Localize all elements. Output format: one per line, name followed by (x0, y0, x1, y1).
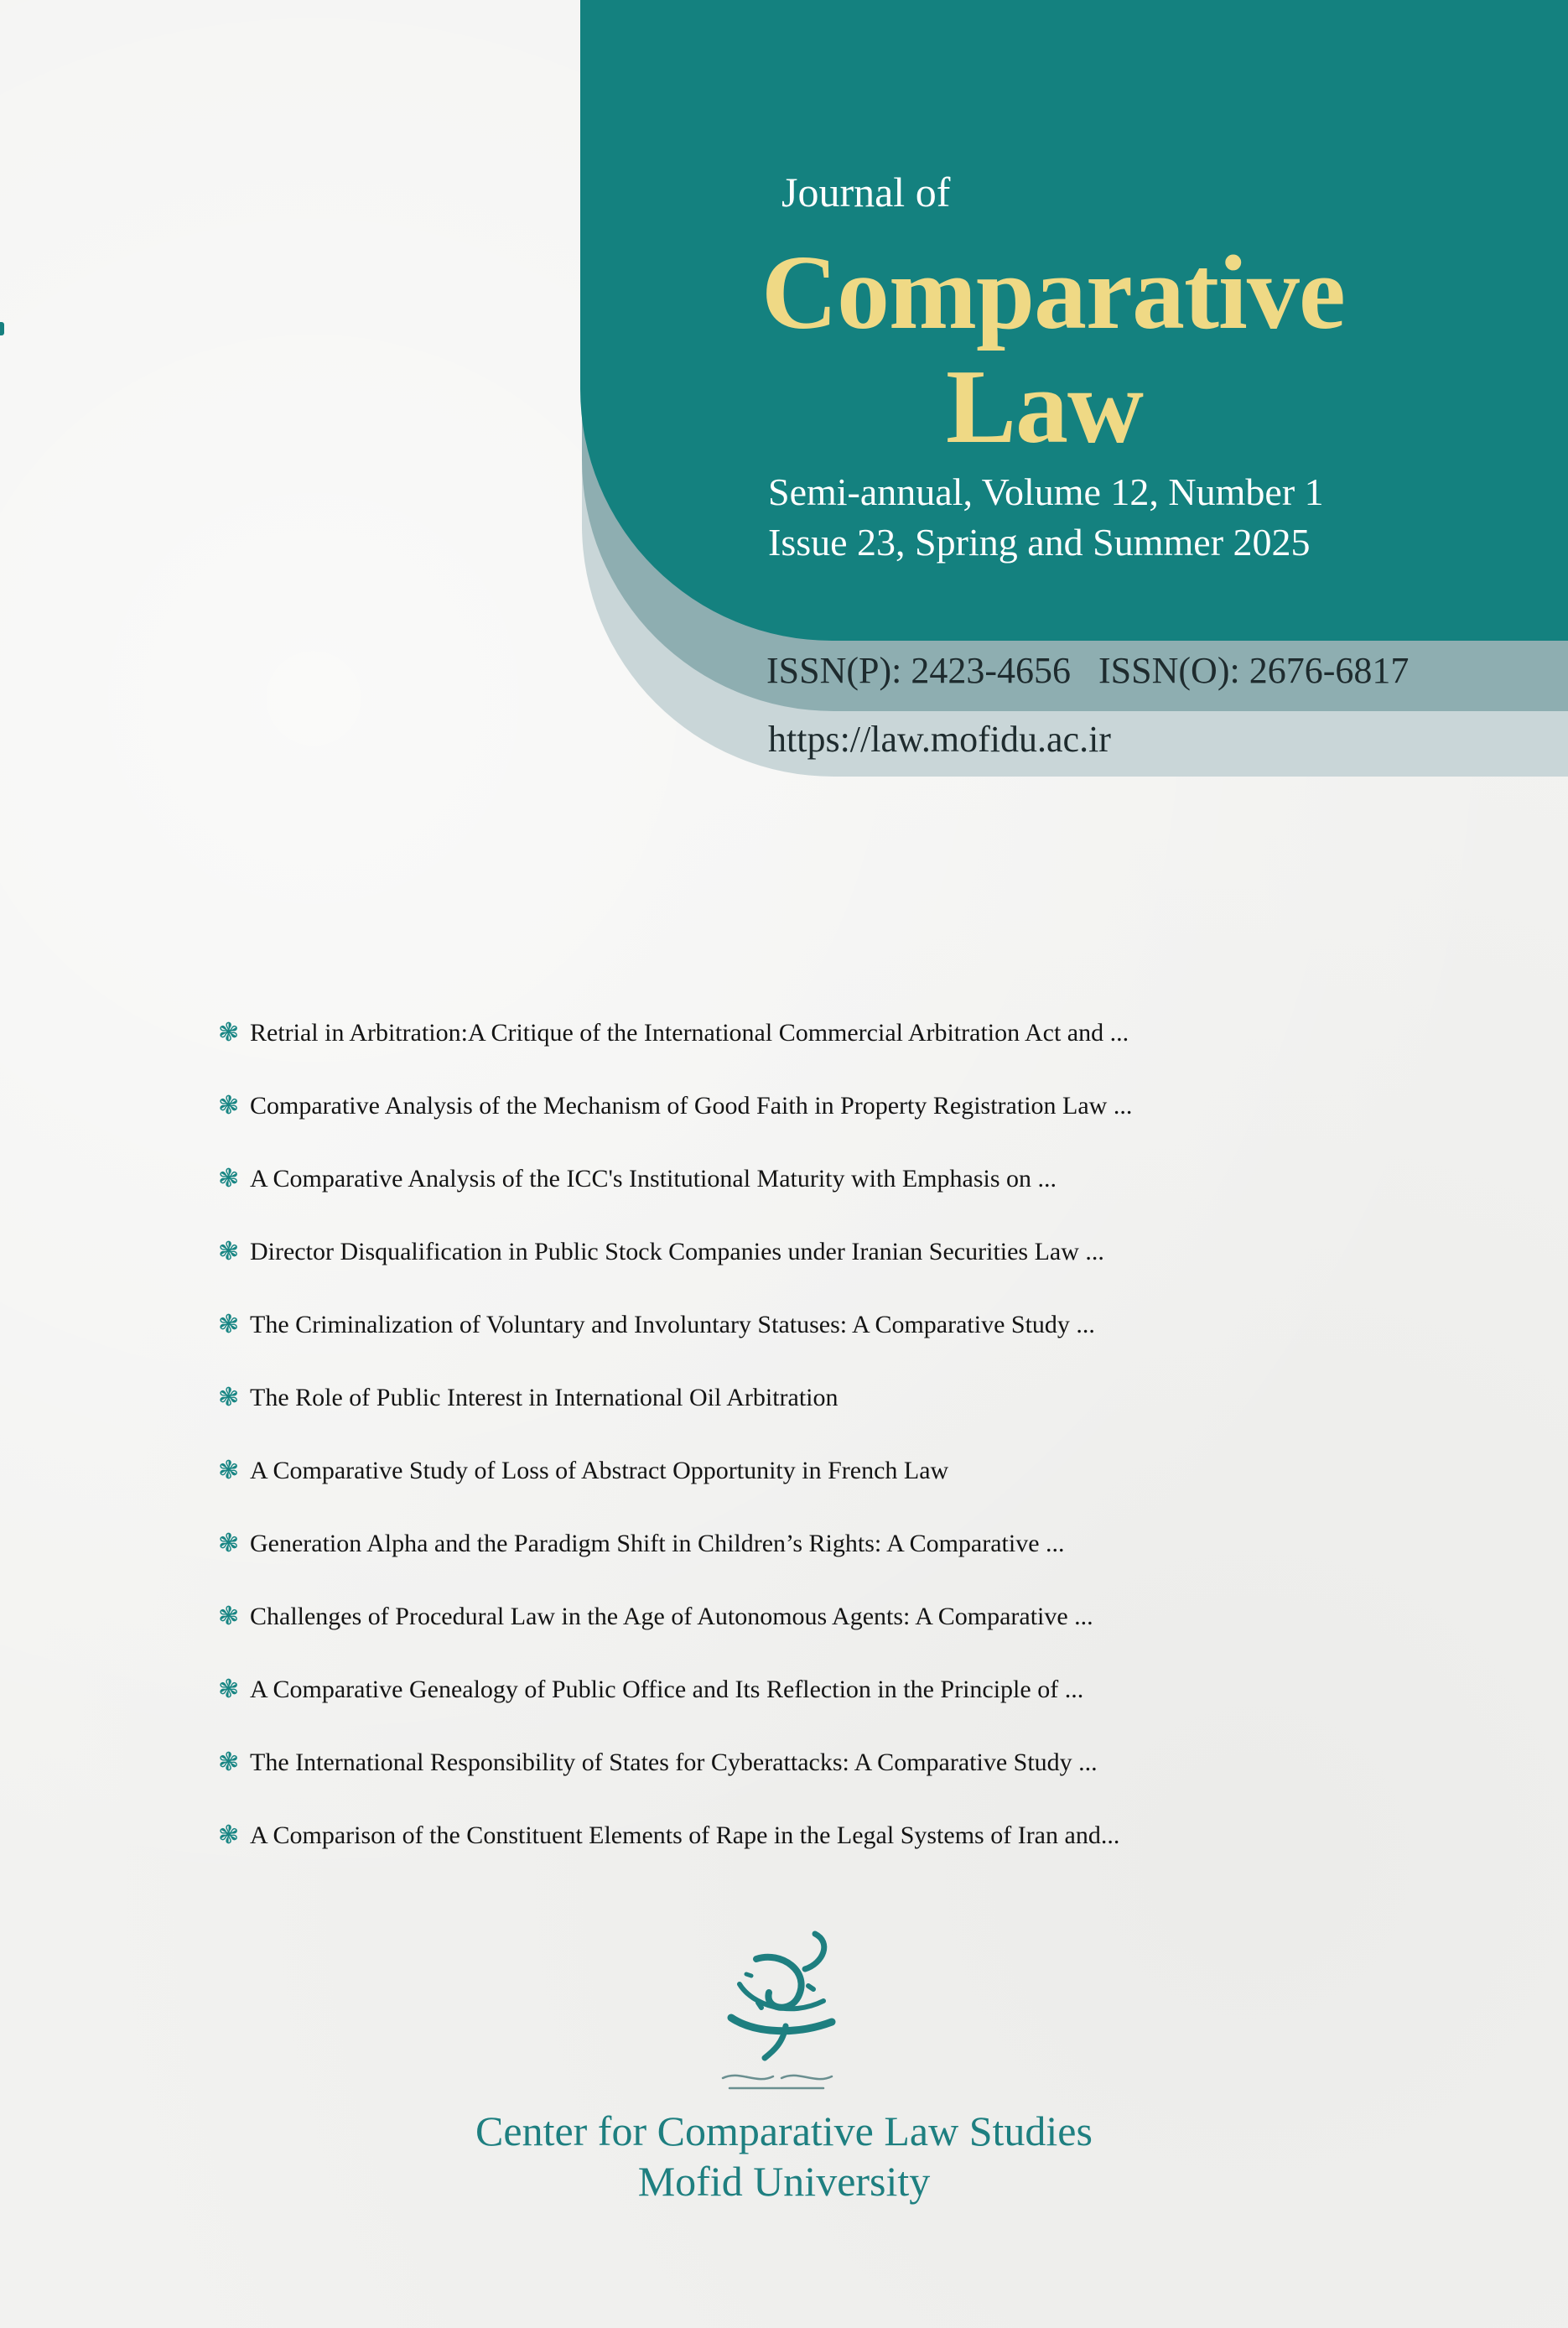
flower-bullet-icon: ❃ (218, 1163, 240, 1193)
article-title: Director Disqualification in Public Stock Companies under Iranian Securities Law ... (250, 1237, 1104, 1265)
flower-bullet-icon: ❃ (218, 1455, 240, 1485)
flower-bullet-icon: ❃ (218, 1236, 240, 1266)
article-item[interactable] (218, 1653, 1266, 1726)
flower-bullet-icon: ❃ (218, 1017, 240, 1047)
article-title: A Comparison of the Constituent Elements of Rape in the Legal Systems of Iran and... (250, 1821, 1120, 1849)
article-title: The International Responsibility of States for Cyberattacks: A Comparative Study ... (250, 1748, 1098, 1776)
article-item[interactable] (218, 1288, 1266, 1361)
article-title: The Criminalization of Voluntary and Involuntary Statuses: A Comparative Study ... (250, 1310, 1095, 1338)
article-item[interactable] (218, 1580, 1266, 1653)
article-title: A Comparative Analysis of the ICC's Institutional Maturity with Emphasis on ... (250, 1164, 1057, 1193)
article-title: A Comparative Study of Loss of Abstract Opportunity in French Law (250, 1456, 949, 1484)
mofid-university-logo-icon (706, 1925, 849, 2102)
flower-bullet-icon: ❃ (218, 1601, 240, 1631)
journal-url[interactable]: https://law.mofidu.ac.ir (768, 719, 1111, 760)
flower-bullet-icon: ❃ (218, 1747, 240, 1777)
volume-info: Semi-annual, Volume 12, Number 1 (768, 470, 1324, 513)
article-title: Comparative Analysis of the Mechanism of Good Faith in Property Registration Law ... (250, 1091, 1133, 1120)
article-item[interactable] (218, 1142, 1266, 1215)
journal-of-label: Journal of (781, 169, 951, 216)
flower-bullet-icon: ❃ (218, 1090, 240, 1120)
article-list (218, 996, 1266, 1872)
flower-bullet-icon: ❃ (218, 1528, 240, 1558)
edge-mark (0, 322, 4, 335)
article-item[interactable] (218, 1726, 1266, 1799)
issue-info: Issue 23, Spring and Summer 2025 (768, 521, 1311, 564)
article-title: A Comparative Genealogy of Public Office and Its Reflection in the Principle of ... (250, 1675, 1084, 1703)
flower-bullet-icon: ❃ (218, 1674, 240, 1704)
article-item[interactable] (218, 1799, 1266, 1872)
article-item[interactable] (218, 1434, 1266, 1507)
journal-title-line1: Comparative (761, 235, 1345, 351)
flower-bullet-icon: ❃ (218, 1309, 240, 1339)
article-title: Retrial in Arbitration:A Critique of the International Commercial Arbitration Act and ... (250, 1018, 1129, 1047)
article-item[interactable] (218, 1215, 1266, 1288)
center-name: Center for Comparative Law Studies (475, 2107, 1093, 2154)
article-item[interactable] (218, 1361, 1266, 1434)
university-name: Mofid University (637, 2158, 931, 2205)
article-title: Generation Alpha and the Paradigm Shift in Children’s Rights: A Comparative ... (250, 1529, 1065, 1557)
issn-numbers: ISSN(P): 2423-4656 ISSN(O): 2676-6817 (766, 650, 1410, 691)
article-title: The Role of Public Interest in International Oil Arbitration (250, 1383, 839, 1411)
article-item[interactable] (218, 996, 1266, 1069)
article-item[interactable] (218, 1507, 1266, 1580)
article-item[interactable] (218, 1069, 1266, 1142)
flower-bullet-icon: ❃ (218, 1820, 240, 1850)
journal-title-line2: Law (946, 349, 1144, 465)
article-title: Challenges of Procedural Law in the Age of Autonomous Agents: A Comparative ... (250, 1602, 1093, 1630)
flower-bullet-icon: ❃ (218, 1382, 240, 1412)
